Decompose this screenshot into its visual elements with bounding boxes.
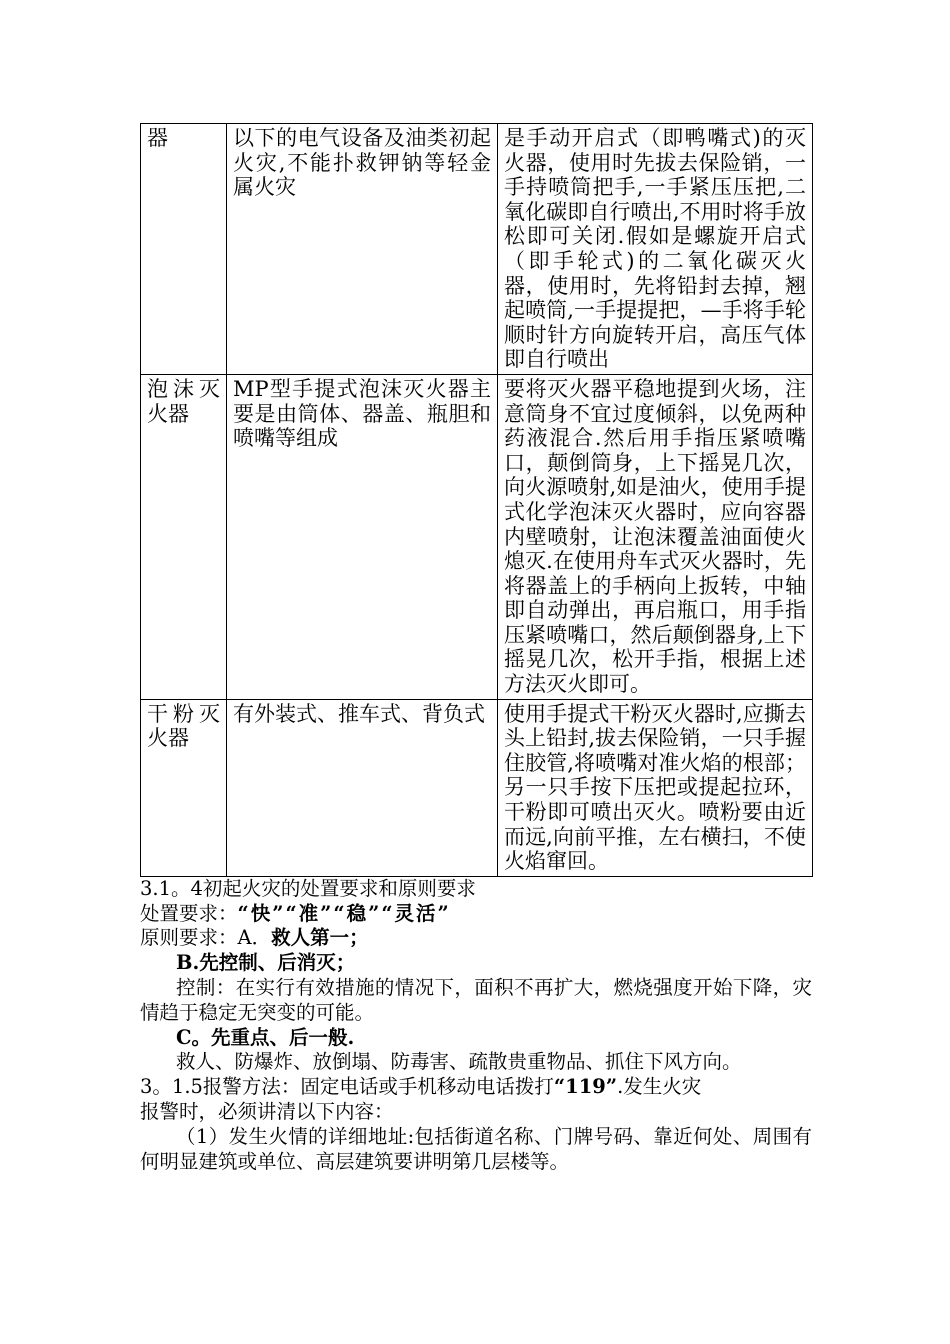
principle-label: 原则要求：A． xyxy=(140,926,272,950)
extinguisher-scope: 有外装式、推车式、背负式 xyxy=(227,699,498,876)
alarm-number: “119” xyxy=(553,1075,618,1099)
document-page xyxy=(140,123,820,1174)
extinguisher-scope: 以下的电气设备及油类初起火灾,不能扑救钾钠等轻金属火灾 xyxy=(227,124,498,375)
alarm-item-1: （1）发生火情的详细地址:包括街道名称、门牌号码、靠近何处、周围有何明显建筑或单位、高层建筑要讲明第几层楼等。 xyxy=(140,1124,812,1173)
table-row xyxy=(141,374,813,699)
section-heading-3-1-4: 3.1。4初起火灾的处置要求和原则要求 xyxy=(140,876,476,900)
table-row xyxy=(141,124,813,375)
extinguisher-table xyxy=(140,123,813,877)
principle-c: C。先重点、后一般. xyxy=(176,1025,355,1049)
table-row xyxy=(141,699,813,876)
handling-requirements xyxy=(140,902,820,927)
extinguisher-name: 泡沫灭火器 xyxy=(141,374,227,699)
handling-value: “快”“准”“稳”“灵活” xyxy=(237,901,451,925)
priority-paragraph: 救人、防爆炸、放倒塌、防毒害、疏散贵重物品、抓住下风方向。 xyxy=(176,1050,742,1074)
principle-requirements xyxy=(140,926,820,951)
principle-b: B.先控制、后消灭； xyxy=(176,951,356,975)
principle-a: 救人第一； xyxy=(271,926,369,950)
control-paragraph: 控制：在实行有效措施的情况下，面积不再扩大，燃烧强度开始下降，灾情趋于稳定无突变的可能。 xyxy=(140,976,812,1024)
alarm-method-tail: .发生火灾 xyxy=(617,1075,702,1099)
alarm-method-continued: 报警时，必须讲清以下内容： xyxy=(140,1099,394,1123)
extinguisher-usage: 要将灭火器平稳地提到火场，注意筒身不宜过度倾斜，以免两种药液混合.然后用手指压紧喷嘴口，颠倒筒身，上下摇晃几次，向火源喷射,如是油火，使用手提式化学泡沫灭火器时，应向容器内壁喷射，让泡沫覆盖油面使火熄灭.在使用舟车式灭火器时，先将器盖上的手柄向上扳转，中轴即自动弹出，再启瓶口，用手指压紧喷嘴口，然后颠倒器身,上下摇晃几次，松开手指，根据上述方法灭火即可。 xyxy=(498,374,813,699)
extinguisher-usage: 使用手提式干粉灭火器时,应撕去头上铅封,拔去保险销，一只手握住胶管,将喷嘴对准火焰的根部；另一只手按下压把或提起拉环，干粉即可喷出灭火。喷粉要由近而远,向前平推，左右横扫，不使火焰窜回。 xyxy=(498,699,813,876)
extinguisher-usage: 是手动开启式（即鸭嘴式)的灭火器，使用时先拔去保险销，一手持喷筒把手,一手紧压压把,二氧化碳即自行喷出,不用时将手放松即可关闭.假如是螺旋开启式（即手轮式)的二氧化碳灭火器，使用时，先将铅封去掉，翘起喷筒,一手提提把，—手将手轮顺时针方向旋转开启，高压气体即自行喷出 xyxy=(498,124,813,375)
extinguisher-name: 干粉灭火器 xyxy=(141,699,227,876)
handling-label: 处置要求： xyxy=(140,901,238,925)
extinguisher-scope: MP型手提式泡沫灭火器主要是由筒体、器盖、瓶胆和喷嘴等组成 xyxy=(227,374,498,699)
alarm-method-line xyxy=(140,1075,820,1100)
extinguisher-name: 器 xyxy=(141,124,227,375)
alarm-method-text: 3。1.5报警方法：固定电话或手机移动电话拨打 xyxy=(140,1075,554,1099)
